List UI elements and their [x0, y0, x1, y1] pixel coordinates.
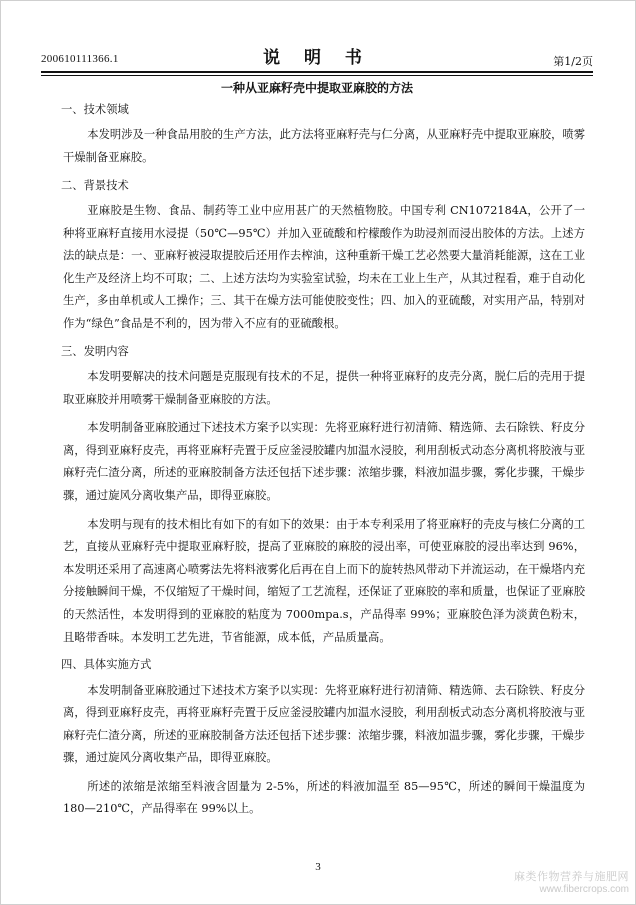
page-header — [41, 43, 593, 69]
section-heading-invention-content: 三、发明内容 — [61, 344, 129, 358]
paragraph: 本发明与现有的技术相比有如下的有如下的效果：由于本专利采用了将亚麻籽的壳皮与核仁分离的工艺，直接从亚麻籽壳中提取亚麻籽胶，提高了亚麻胶的麻胶的浸出率，可使亚麻胶的浸出率达到 96%，本发明还采用了高速离心喷雾法先将料液雾化后再在自上而下的旋转热风带动下并流运动，在干燥塔内充分接触瞬间干燥，不仅缩短了干燥时间，缩短了工艺流程，还保证了亚麻胶的率和质量，也保证了亚麻胶的天然活性，本发明得到的亚麻胶的粘度为 7000mpa.s，产品得率 99%；亚麻胶色泽为淡黄色粉末，且略带香味。本发明工艺先进，节省能源，成本低，产品质量高。 — [63, 517, 585, 644]
section-heading-embodiment: 四、具体实施方式 — [61, 658, 152, 672]
paragraph: 本发明制备亚麻胶通过下述技术方案予以实现：先将亚麻籽进行初清筛、精选筛、去石除铁、籽皮分离，得到亚麻籽皮壳，再将亚麻籽壳置于反应釜浸胶罐内加温水浸胶，利用刮板式动态分离机将胶液与亚麻籽壳仁渣分离，所述的亚麻胶制备方法还包括下述步骤：浓缩步骤，料液加温步骤，雾化步骤，干燥步骤，通过旋风分离收集产品，即得亚麻胶。 — [63, 421, 585, 502]
watermark-url: www.fibercrops.com — [539, 884, 629, 895]
section-heading-background: 二、背景技术 — [61, 178, 129, 192]
paragraph: 本发明要解决的技术问题是克服现有技术的不足，提供一种将亚麻籽的皮壳分离，脱仁后的壳用于提取亚麻胶并用喷雾干燥制备亚麻胶的方法。 — [63, 369, 585, 406]
section-heading-technical-field: 一、技术领域 — [61, 103, 129, 116]
document-title: 一种从亚麻籽壳中提取亚麻胶的方法 — [220, 81, 413, 95]
header-title: 说 明 书 — [263, 48, 371, 68]
page-label: 第1/2页 — [553, 55, 593, 68]
paragraph: 亚麻胶是生物、食品、制药等工业中应用甚广的天然植物胶。中国专利 CN1072184A，公开了一种将亚麻籽直接用水浸提（50℃—95℃）并加入亚硫酸和柠檬酸作为助浸剂而浸出胶体的方法。上述方法的缺点是：一、亚麻籽被浸取提胶后还用作去榨油，这种重新干燥工艺必然要大量消耗能源，这在工业化生产及经济上均不可取；二、上述方法均为实验室试验，均未在工业上生产，从其过程看，难于自动化生产，多由单机或人工操作；三、其干在燥方法可能使胶变性；四、加入的亚硫酸，对实用产品，特别对作为“绿色”食品是不利的，因为带入不应有的亚硫酸根。 — [63, 204, 585, 330]
document-number: 200610111366.1 — [41, 53, 119, 65]
watermark-site-name: 麻类作物营养与施肥网 — [514, 870, 629, 883]
page-number: 3 — [315, 861, 321, 873]
document-body — [63, 100, 585, 827]
paragraph: 本发明制备亚麻胶通过下述技术方案予以实现：先将亚麻籽进行初清筛、精选筛、去石除铁、籽皮分离，得到亚麻籽皮壳，再将亚麻籽壳置于反应釜浸胶罐内加温水浸胶，利用刮板式动态分离机将胶液与亚麻籽壳仁渣分离，所述的亚麻胶制备方法还包括下述步骤：浓缩步骤，料液加温步骤，雾化步骤，干燥步骤，通过旋风分离收集产品，即得亚麻胶。 — [63, 683, 585, 765]
site-watermark — [514, 870, 629, 896]
paragraph: 所述的浓缩是浓缩至料液含固量为 2-5%，所述的料液加温至 85—95℃，所述的瞬间干燥温度为 180—210℃，产品得率在 99%以上。 — [63, 779, 585, 816]
paragraph: 本发明涉及一种食品用胶的生产方法，此方法将亚麻籽壳与仁分离，从亚麻籽壳中提取亚麻胶，喷雾干燥制备亚麻胶。 — [63, 128, 585, 164]
header-rule-thick — [41, 71, 593, 73]
header-rule-thin — [41, 75, 593, 76]
